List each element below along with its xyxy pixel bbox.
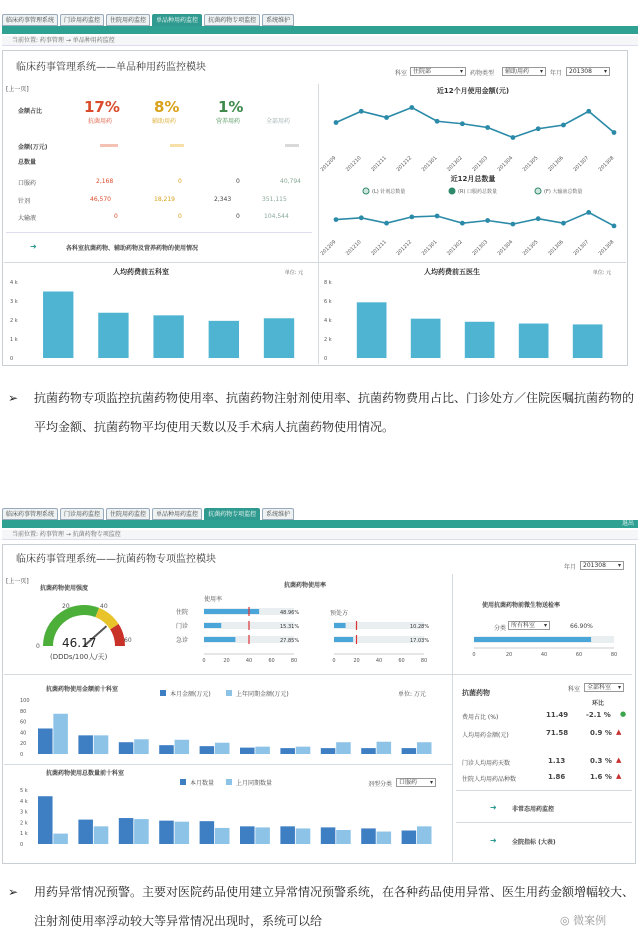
count-chart-title: 抗菌药物使用总数量前十科室: [46, 770, 125, 777]
logout-button[interactable]: 退出: [621, 520, 634, 527]
usage-fill: [204, 623, 221, 628]
legend-prior-count-swatch: [226, 779, 232, 785]
data-point: [561, 221, 566, 226]
screen1-page-title: 临床药事管理系统——单品种用药监控模块: [16, 62, 206, 73]
gauge-title: 抗菌药物使用强度: [40, 585, 89, 592]
watermark-text: 微案例: [573, 914, 607, 927]
wechat-icon: ◎: [560, 914, 570, 927]
metric-days-name: 门诊人均用药天数: [462, 760, 511, 767]
side-title: 抗菌药物: [462, 689, 490, 697]
x-tick-label: 201301: [420, 239, 439, 257]
bar-prior: [215, 828, 230, 844]
metric-days-change: 0.3 %: [590, 757, 612, 765]
data-point: [460, 221, 465, 226]
y-tick-label: 0: [324, 356, 328, 362]
tab-antibacterial[interactable]: 抗菌药物专项监控: [204, 14, 260, 26]
usage-fill: [334, 623, 346, 628]
check-dept-label: 分类: [494, 625, 507, 632]
amount-chart-unit: 单位: 万元: [398, 691, 426, 698]
y-tick-label: 2 k: [324, 337, 332, 343]
share-label: 金额占比: [18, 108, 43, 115]
x-tick-label: 201306: [547, 155, 565, 173]
dept-filter-label: 科室: [395, 70, 408, 77]
data-point: [384, 221, 389, 226]
check-tick: 60: [575, 652, 583, 658]
type-filter-label: 药物类型: [470, 70, 495, 77]
x-tick-label: 201304: [496, 155, 515, 173]
x-tick-label: 201303: [471, 239, 490, 257]
top5-doctor-bar-chart: [320, 264, 624, 364]
screen2-prev-page-link[interactable]: [上一页]: [6, 578, 29, 585]
row-injection-antibacterial: 46,570: [90, 196, 111, 203]
metric-days-value: 1.13: [548, 757, 566, 765]
usage-row-label: 急诊: [176, 637, 189, 644]
bullet-text-1-content: 抗菌药物专项监控抗菌药物使用率、抗菌药物注射剂使用率、抗菌药物费用占比、门诊处方／住院医嘱抗菌药物的平均金额、抗菌药物平均使用天数以及手术病人抗菌药物使用情况。: [34, 391, 635, 434]
legend-marker: [449, 188, 455, 194]
tab-home[interactable]: 临床药事管理系统: [2, 508, 58, 520]
side-cat-select[interactable]: 全部科室 ▾: [584, 683, 624, 692]
usage-tick: 80: [290, 658, 298, 664]
usage-pct: 17.03%: [410, 638, 430, 644]
y-tick-label: 1 k: [10, 337, 18, 343]
bar-current: [280, 748, 295, 754]
side-cat-label: 科室: [568, 686, 581, 693]
amount-label: 金额(万元): [18, 144, 48, 151]
link-arrow-icon: ➜: [490, 803, 497, 812]
y-tick-label: 80: [20, 708, 27, 715]
usage-pct: 48.96%: [280, 610, 300, 616]
bar-current: [361, 748, 376, 754]
row-oral-all: 40,794: [280, 178, 301, 185]
bar: [357, 302, 387, 358]
check-title: 使用抗菌药物前微生物送检率: [482, 602, 561, 609]
bar-current: [361, 828, 376, 844]
usage-tick: 40: [375, 658, 383, 664]
bar-chart-title: 人均药费前五科室: [113, 268, 169, 276]
x-tick-label: 201303: [471, 155, 490, 173]
metric-varieties-change: 1.6 %: [590, 773, 612, 781]
usage-sub1: 使用率: [204, 596, 223, 603]
bar-prior: [215, 743, 230, 754]
watermark: [560, 912, 636, 932]
screen1-toolbar: [2, 26, 638, 34]
y-tick-label: 4 k: [324, 318, 332, 324]
row-injection-all: 351,115: [262, 196, 287, 203]
share-auxiliary-name: 辅助用药: [152, 118, 177, 125]
gauge-tick: 20: [62, 603, 70, 610]
x-tick-label: 201308: [597, 155, 616, 173]
data-point: [536, 216, 541, 221]
screen2-breadcrumb: 当前位置: 药事管理 → 抗菌药物专项监控: [2, 530, 638, 540]
bar-chart-unit: 单位: 元: [592, 270, 612, 276]
y-tick-label: 1 k: [20, 831, 28, 838]
gauge-band: [97, 613, 114, 627]
data-point: [334, 217, 339, 222]
x-tick-label: 201210: [344, 239, 363, 257]
legend-prior-amount: 上年同期金额(万元): [236, 691, 289, 698]
bar-prior: [175, 822, 190, 844]
data-point: [384, 115, 389, 120]
usage-sub2: 预处方: [330, 610, 349, 617]
usage-pct: 10.28%: [410, 624, 430, 630]
y-tick-label: 4 k: [10, 280, 18, 286]
tab-antibacterial[interactable]: 抗菌药物专项监控: [204, 508, 260, 520]
tab-system[interactable]: 系统维护: [262, 508, 294, 520]
bar: [264, 318, 294, 358]
tab-outpatient[interactable]: 门诊用药监控: [60, 508, 104, 520]
bar: [98, 313, 128, 358]
data-point: [536, 126, 541, 131]
bar-prior: [417, 742, 432, 754]
legend-marker: [535, 188, 541, 194]
legend-label: (R) 口服药总数量: [458, 189, 497, 195]
screen2-tabs: [2, 508, 294, 520]
bar: [153, 315, 183, 358]
row-infusion-name: 大输液: [18, 215, 37, 222]
data-point: [586, 210, 591, 215]
bar: [209, 321, 239, 358]
legend-prior-count: 上月同期数量: [236, 780, 273, 787]
side-col-head: 环比: [592, 700, 605, 707]
bar-prior: [94, 735, 109, 754]
data-point: [612, 224, 617, 229]
bar-current: [159, 821, 174, 844]
y-tick-label: 20: [20, 741, 27, 748]
series-line: [336, 212, 614, 226]
share-nutrition-value: 1%: [218, 98, 244, 116]
up-arrow-icon: ▲: [616, 728, 622, 736]
month-filter-label: 年月: [550, 70, 563, 77]
top5-dept-bar-chart: [6, 264, 316, 364]
x-tick-label: 201307: [572, 155, 591, 173]
month-filter-select[interactable]: 201308 ▾: [566, 67, 610, 76]
metric-avg-amount-value: 71.58: [546, 729, 569, 737]
y-tick-label: 3 k: [10, 299, 18, 305]
metric-varieties-name: 住院人均用药品种数: [462, 776, 517, 783]
x-tick-label: 201301: [420, 155, 439, 173]
series-line: [336, 108, 614, 138]
data-point: [511, 222, 516, 227]
bullet-arrow-icon: ➢: [8, 391, 19, 405]
amount-bar-all: [285, 144, 299, 147]
row-oral-nutrition: 0: [236, 178, 240, 185]
y-tick-label: 0: [20, 842, 24, 848]
legend-label: (F) 大输液总数量: [544, 189, 583, 195]
usage-fill: [204, 637, 235, 642]
data-point: [586, 109, 591, 114]
bullet-arrow-icon: ➢: [8, 885, 19, 899]
link-arrow-icon: ➜: [490, 836, 497, 845]
metric-avg-amount-name: 人均用药金额(元): [462, 732, 509, 739]
bar-prior: [417, 826, 432, 844]
abnormal-monitor-link[interactable]: 非常态用药监控: [512, 806, 555, 813]
data-point: [511, 135, 516, 140]
bar: [43, 292, 73, 359]
screen1-tabs: [2, 14, 294, 26]
screen2-page-title: 临床药事管理系统——抗菌药物专项监控模块: [16, 554, 216, 565]
share-antibacterial-value: 17%: [84, 98, 120, 116]
usage-fill: [204, 609, 259, 614]
tab-system[interactable]: 系统维护: [262, 14, 294, 26]
bar-prior: [336, 742, 351, 754]
legend-current-amount: 本月金额(万元): [170, 691, 211, 698]
tab-single-drug[interactable]: 单品种用药监控: [152, 14, 202, 26]
count-cat-label: 剂型分类: [368, 781, 393, 788]
data-point: [409, 215, 414, 220]
x-tick-label: 201211: [370, 155, 388, 173]
microbe-check-bar: [466, 632, 626, 662]
bar: [573, 324, 603, 358]
data-point: [460, 121, 465, 126]
amount-bar-auxiliary: [170, 144, 184, 147]
tab-single-drug[interactable]: 单品种用药监控: [152, 508, 202, 520]
amount-bar-antibacterial: [100, 144, 118, 147]
share-antibacterial-name: 抗菌用药: [88, 118, 113, 125]
intensity-gauge: [14, 600, 154, 660]
screen2-month-select[interactable]: 201308 ▾: [580, 561, 624, 570]
gauge-tick: 40: [100, 603, 108, 610]
data-point: [409, 105, 414, 110]
data-point: [561, 123, 566, 128]
check-tick: 80: [610, 652, 618, 658]
line-chart-title: 近12个月使用金额(元): [436, 87, 510, 95]
bar-current: [402, 748, 417, 754]
up-arrow-icon: ▲: [616, 772, 622, 780]
gauge-tick: 0: [36, 643, 40, 650]
bar-prior: [94, 826, 109, 844]
bar: [411, 319, 441, 358]
bar-current: [240, 826, 255, 844]
bullet-text-2-content: 用药异常情况预警。主要对医院药品使用建立异常情况预警系统，在各种药品使用异常、医生用药金额增幅较大、注射剂使用率浮动较大等异常情况出现时，系统可以给: [34, 885, 635, 928]
y-tick-label: 4 k: [20, 798, 28, 805]
gauge-value: 46.17: [62, 636, 97, 650]
bar-current: [321, 827, 336, 844]
check-tick: 40: [540, 652, 548, 658]
y-tick-label: 2 k: [20, 820, 28, 827]
data-point: [485, 125, 490, 130]
hospital-indicators-link[interactable]: 全院指标 (大表): [512, 839, 556, 846]
x-tick-label: 201212: [395, 239, 414, 257]
share-all-name: 全部用药: [266, 118, 291, 125]
up-arrow-icon: ▲: [616, 756, 622, 764]
bar-current: [78, 820, 93, 844]
y-tick-label: 60: [20, 719, 27, 726]
gauge-unit: (DDDs/100人/天): [50, 653, 108, 661]
dept-filter-select[interactable]: 住院部 ▾: [410, 67, 466, 76]
screen2-toolbar: [2, 520, 638, 528]
usage-tick: 60: [398, 658, 405, 664]
bar-prior: [134, 739, 149, 754]
bar-prior: [53, 714, 68, 754]
bar-current: [38, 796, 53, 844]
tab-inpatient[interactable]: 住院用药监控: [106, 508, 150, 520]
usage-tick: 0: [332, 658, 336, 664]
row-oral-antibacterial: 2,168: [96, 178, 114, 185]
bar-chart-unit: 单位: 元: [284, 270, 304, 276]
count-cat-select[interactable]: 口服药 ▾: [396, 778, 436, 787]
usage-tick: 80: [420, 658, 428, 664]
data-point: [485, 218, 490, 223]
x-tick-label: 201209: [319, 155, 338, 173]
tab-inpatient[interactable]: 住院用药监控: [106, 14, 150, 26]
x-tick-label: 201306: [547, 239, 565, 257]
prev-page-link[interactable]: [上一页]: [6, 86, 29, 93]
usage-fill: [334, 637, 353, 642]
data-point: [435, 214, 440, 219]
monthly-amount-line-chart: [319, 84, 624, 180]
monthly-count-line-chart: [319, 172, 624, 264]
x-tick-label: 201307: [572, 239, 591, 257]
bar-current: [200, 746, 215, 754]
usage-pct: 27.85%: [280, 638, 300, 644]
legend-current-count: 本月数量: [190, 780, 215, 787]
bar-prior: [377, 832, 392, 844]
row-injection-nutrition: 2,343: [214, 196, 232, 203]
bar-prior: [296, 747, 311, 754]
usage-tick: 0: [202, 658, 206, 664]
share-nutrition-name: 营养用药: [216, 118, 241, 125]
tab-home[interactable]: 临床药事管理系统: [2, 14, 58, 26]
down-circle-icon: ●: [620, 710, 627, 718]
check-tick: 20: [505, 652, 513, 658]
x-tick-label: 201212: [395, 155, 414, 173]
type-filter-select[interactable]: 辅助用药 ▾: [502, 67, 546, 76]
bar-prior: [134, 819, 149, 844]
legend-label: (L) 针剂总数量: [372, 189, 406, 195]
y-tick-label: 100: [20, 698, 30, 704]
x-tick-label: 201305: [521, 239, 540, 257]
y-tick-label: 6 k: [324, 299, 332, 305]
bar-current: [159, 745, 174, 754]
row-oral-name: 口服药: [18, 180, 37, 187]
gauge-band: [114, 627, 120, 646]
metric-cost-share-name: 费用占比 (%): [462, 714, 499, 721]
usage-tick: 40: [245, 658, 253, 664]
bar-current: [200, 821, 215, 844]
data-point: [435, 119, 440, 124]
y-tick-label: 0: [10, 356, 14, 362]
check-tick: 0: [472, 652, 476, 658]
bar-prior: [296, 828, 311, 844]
line-chart-title: 近12月总数量: [450, 175, 496, 183]
legend-marker: [363, 188, 369, 194]
bar-prior: [255, 747, 270, 754]
y-tick-label: 3 k: [20, 809, 28, 816]
link-arrow-icon: ➜: [30, 242, 37, 251]
bar-current: [402, 831, 417, 845]
x-tick-label: 201308: [597, 239, 616, 257]
y-tick-label: 5 k: [20, 788, 28, 794]
tab-outpatient[interactable]: 门诊用药监控: [60, 14, 104, 26]
bar-current: [240, 748, 255, 754]
usage-rate-bars: [174, 604, 450, 670]
row-infusion-all: 104,544: [264, 213, 289, 220]
x-tick-label: 201210: [344, 155, 363, 173]
bar: [465, 322, 495, 358]
bar-prior: [53, 834, 68, 844]
x-tick-label: 201302: [446, 155, 464, 173]
bar-prior: [175, 740, 190, 754]
dept-usage-link[interactable]: 各科室抗菌药物、辅助药物及营养药物的使用情况: [66, 245, 199, 252]
metric-cost-share-value: 11.49: [546, 711, 569, 719]
bullet-text-2: [8, 878, 636, 936]
bar-current: [280, 826, 295, 844]
share-auxiliary-value: 8%: [154, 98, 180, 116]
bar-current: [119, 742, 134, 754]
bar-current: [119, 818, 134, 844]
count-top10-bar-chart: [6, 786, 450, 852]
metric-avg-amount-change: 0.9 %: [590, 729, 612, 737]
bar-prior: [255, 827, 270, 844]
data-point: [359, 215, 364, 220]
bar-current: [78, 735, 93, 754]
bar-prior: [377, 742, 392, 754]
bullet-text-1: [8, 384, 636, 442]
legend-current-count-swatch: [180, 779, 186, 785]
bar: [519, 324, 549, 358]
bar-chart-title: 人均药费前五医生: [424, 268, 480, 276]
metric-varieties-value: 1.86: [548, 773, 566, 781]
check-fill: [474, 637, 591, 642]
amount-chart-title: 抗菌药物使用金额前十科室: [46, 686, 119, 693]
row-injection-auxiliary: 18,219: [154, 196, 175, 203]
data-point: [612, 130, 617, 135]
row-infusion-antibacterial: 0: [114, 213, 118, 220]
screen1-breadcrumb: 当前位置: 药事管理 → 单品种用药监控: [2, 36, 638, 46]
x-tick-label: 201209: [319, 239, 338, 257]
gauge-tick: 60: [124, 637, 132, 644]
row-infusion-nutrition: 0: [236, 213, 240, 220]
y-tick-label: 40: [20, 730, 27, 737]
usage-tick: 60: [268, 658, 275, 664]
amount-top10-bar-chart: [6, 696, 450, 762]
usage-title: 抗菌药物使用率: [284, 582, 327, 589]
usage-row-label: 住院: [176, 609, 189, 616]
data-point: [359, 109, 364, 114]
row-oral-auxiliary: 0: [178, 178, 182, 185]
row-injection-name: 针剂: [18, 198, 31, 205]
usage-pct: 15.31%: [280, 624, 300, 630]
y-tick-label: 2 k: [10, 318, 18, 324]
bar-current: [321, 748, 336, 754]
x-tick-label: 201305: [521, 155, 540, 173]
y-tick-label: 0: [20, 752, 24, 758]
metric-cost-share-change: -2.1 %: [586, 711, 611, 719]
count-label: 总数量: [18, 159, 37, 166]
data-point: [334, 120, 339, 125]
check-dept-select[interactable]: 所有科室 ▾: [508, 621, 550, 630]
x-tick-label: 201211: [370, 239, 388, 257]
row-infusion-auxiliary: 0: [178, 213, 182, 220]
bar-prior: [336, 830, 351, 844]
screen2-month-label: 年月: [564, 564, 577, 571]
bar-current: [38, 728, 53, 754]
check-pct: 66.90%: [570, 623, 593, 630]
usage-tick: 20: [353, 658, 360, 664]
usage-tick: 20: [223, 658, 230, 664]
x-tick-label: 201304: [496, 239, 515, 257]
y-tick-label: 8 k: [324, 280, 332, 286]
x-tick-label: 201302: [446, 239, 464, 257]
usage-row-label: 门诊: [176, 623, 189, 630]
